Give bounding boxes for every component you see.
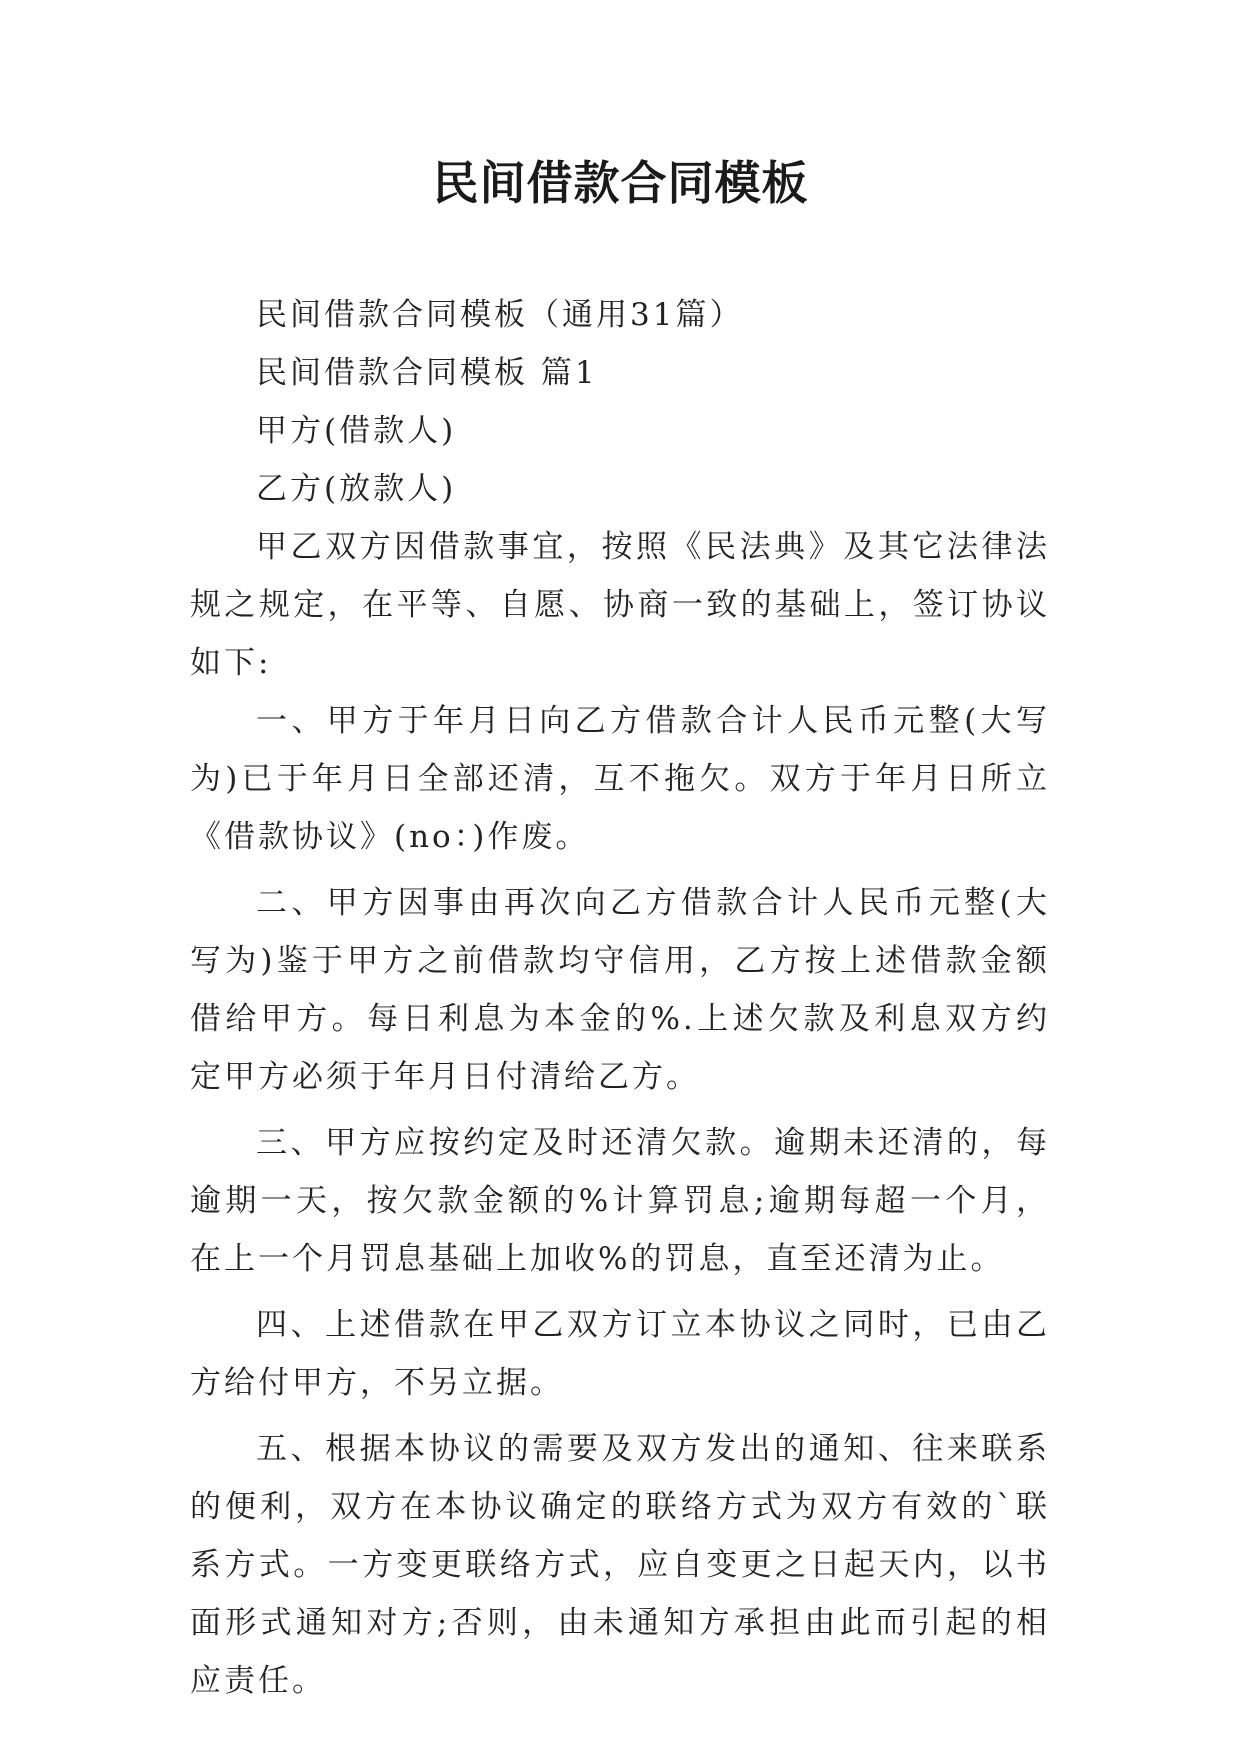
paragraph-section-heading: 民间借款合同模板 篇1 — [256, 355, 598, 391]
paragraph-clause-5: 五、根据本协议的需要及双方发出的通知、往来联系的便利，双方在本协议确定的联络方式为双方有效的`联系方式。一方变更联络方式，应自变更之日起天内，以书面形式通知对方;否则，由未通知方承担由此而引起的相应责任。 — [190, 1431, 1050, 1699]
document-body — [190, 286, 1050, 1710]
paragraph-clause-2: 二、甲方因事由再次向乙方借款合计人民币元整(大写为)鉴于甲方之前借款均守信用，乙方按上述借款金额借给甲方。每日利息为本金的%.上述欠款及利息双方约定甲方必须于年月日付清给乙方。 — [190, 885, 1050, 1095]
paragraph-clause-4: 四、上述借款在甲乙双方订立本协议之同时，已由乙方给付甲方，不另立据。 — [190, 1307, 1050, 1401]
paragraph-preamble: 甲乙双方因借款事宜，按照《民法典》及其它法律法规之规定，在平等、自愿、协商一致的基础上，签订协议如下: — [190, 529, 1050, 681]
paragraph-clause-1: 一、甲方于年月日向乙方借款合计人民币元整(大写为)已于年月日全部还清，互不拖欠。双方于年月日所立《借款协议》(no：)作废。 — [190, 703, 1050, 855]
paragraph-party-a: 甲方(借款人) — [256, 413, 457, 449]
document-title: 民间借款合同模板 — [432, 156, 809, 210]
paragraph-clause-3: 三、甲方应按约定及时还清欠款。逾期未还清的，每逾期一天，按欠款金额的%计算罚息;逾期每超一个月，在上一个月罚息基础上加收%的罚息，直至还清为止。 — [190, 1125, 1050, 1277]
paragraph-party-b: 乙方(放款人) — [256, 471, 457, 507]
paragraph-subtitle: 民间借款合同模板（通用31篇） — [256, 297, 744, 333]
